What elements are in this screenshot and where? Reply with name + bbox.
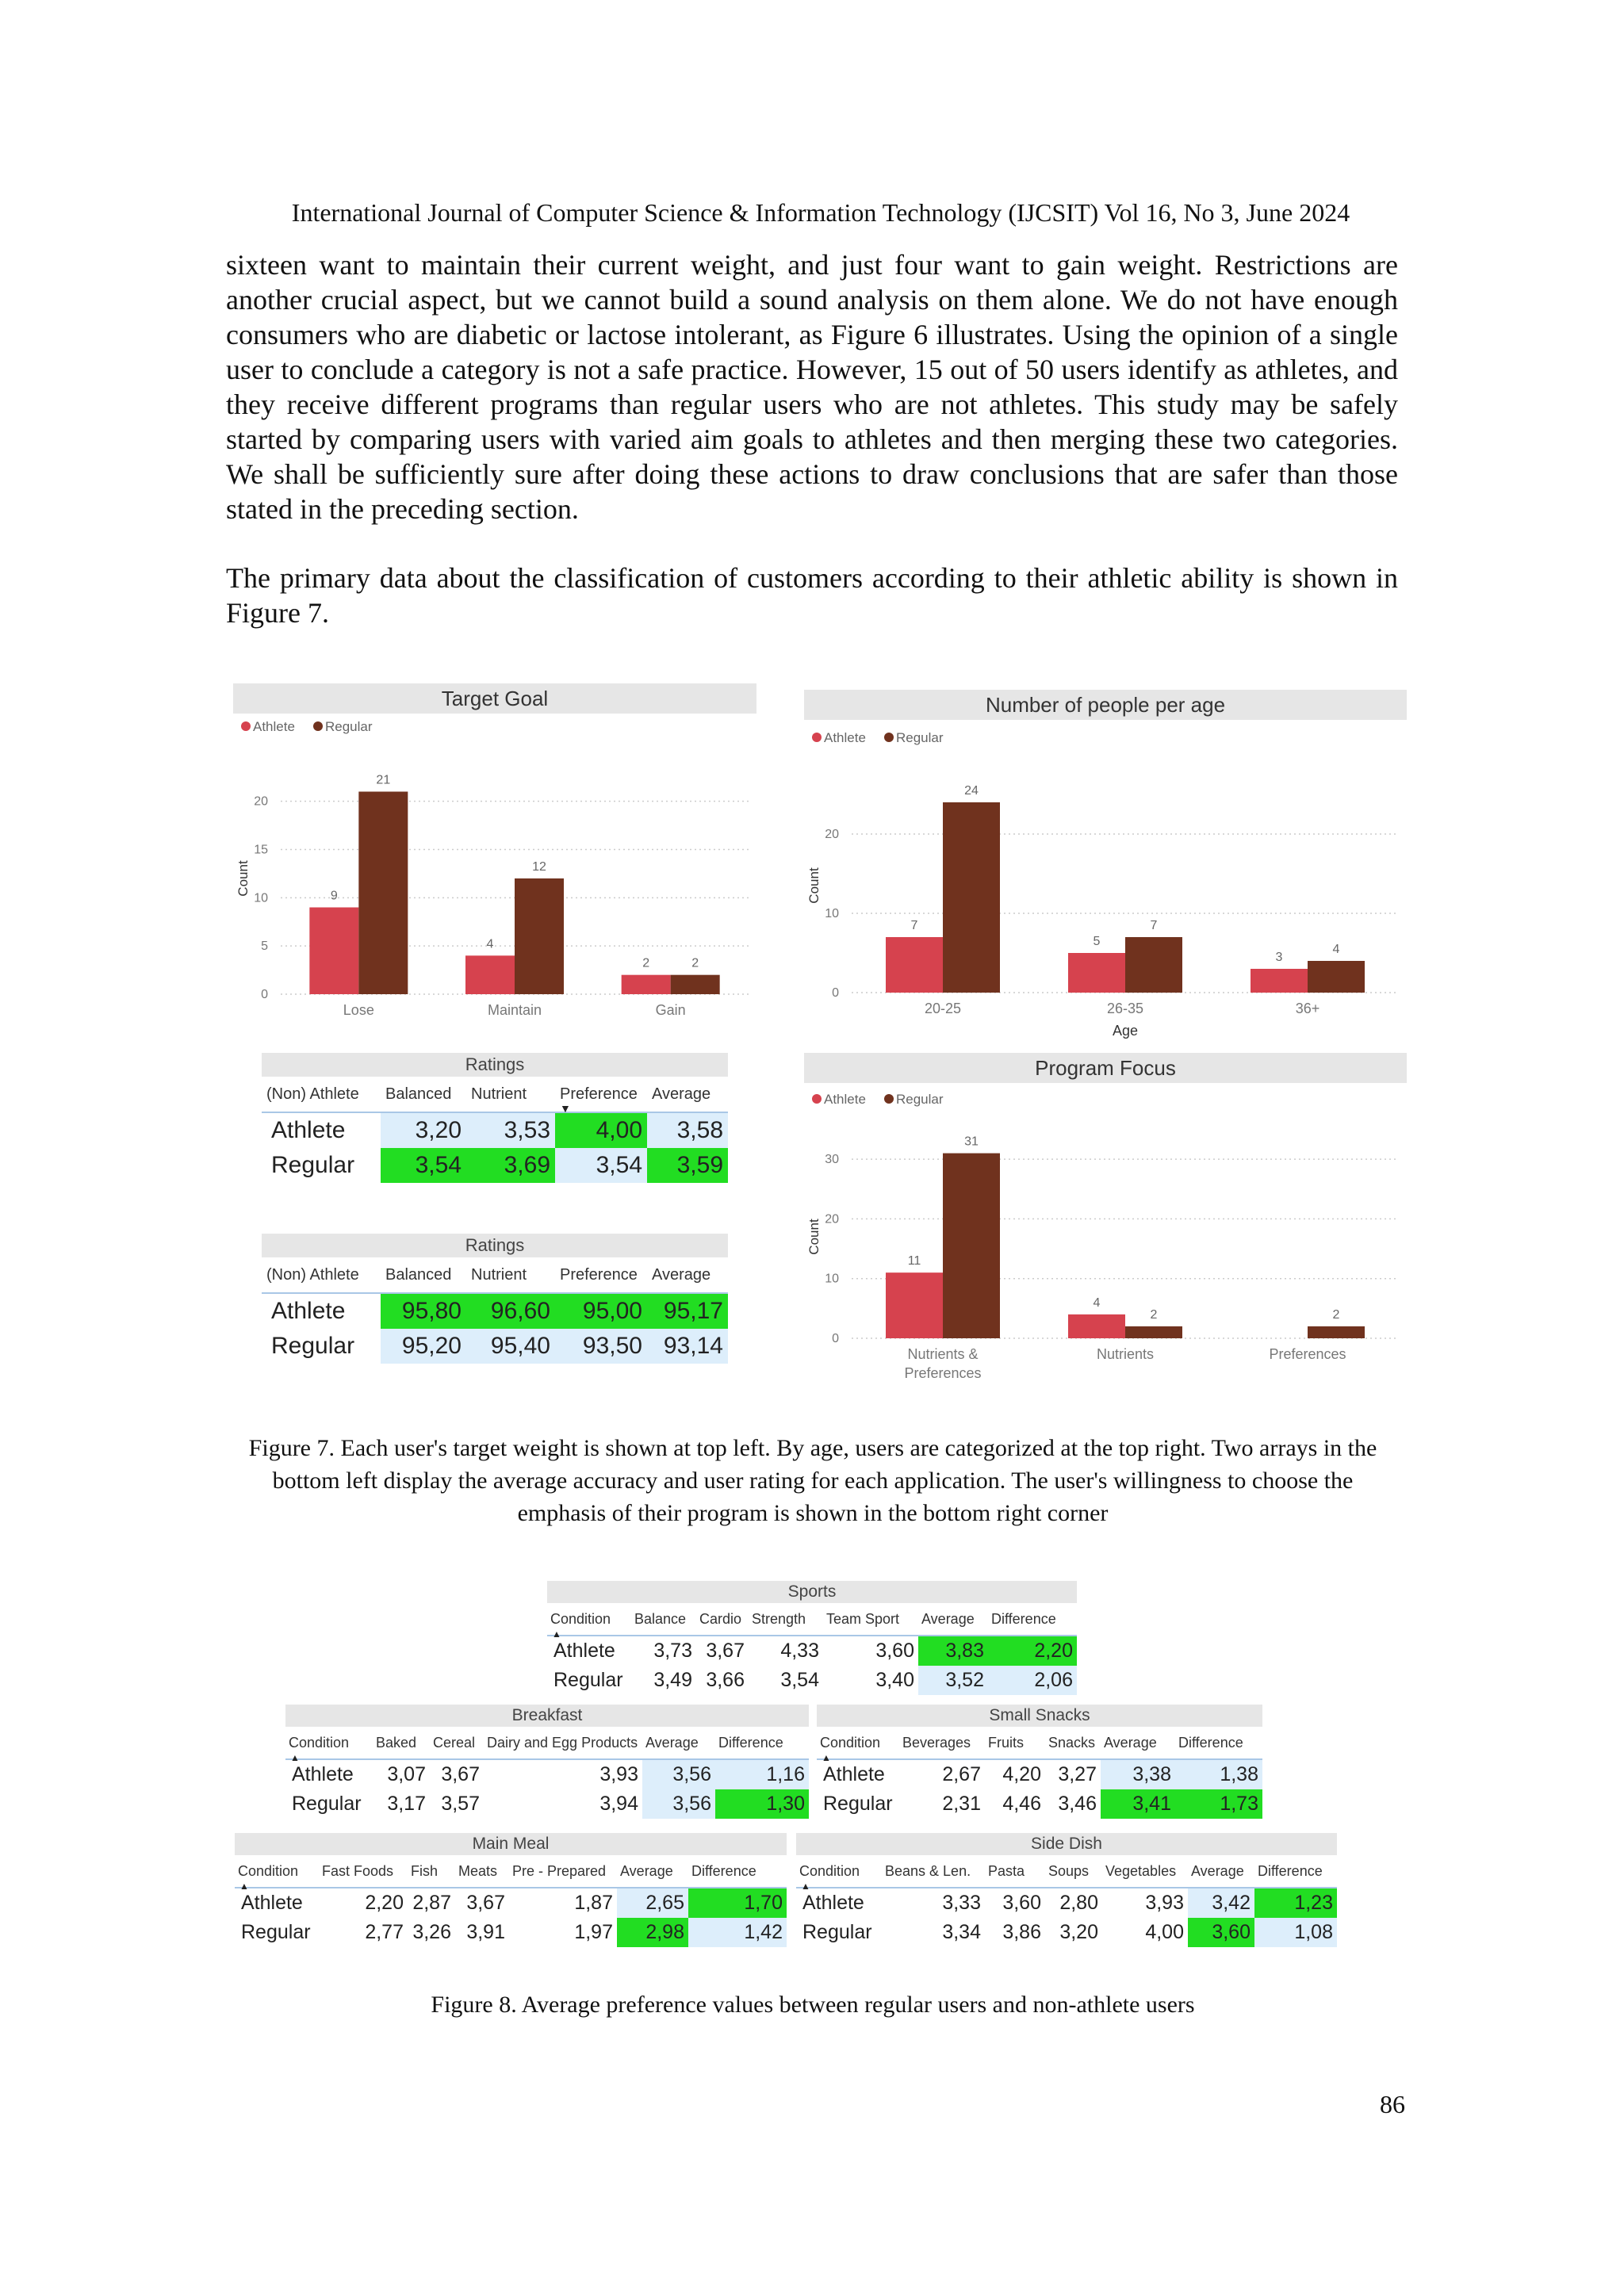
table-cell: 3,58 <box>647 1112 728 1148</box>
data-label: 7 <box>910 919 918 932</box>
table-cell: 93,14 <box>647 1329 728 1364</box>
column-header[interactable]: Condition ▲ <box>799 1862 860 1892</box>
legend-label-athlete: Athlete <box>824 1092 866 1107</box>
x-tick-label: Preferences <box>904 1365 982 1381</box>
column-header[interactable]: Difference <box>1258 1862 1323 1879</box>
row-label: Regular <box>823 1793 893 1815</box>
row-label: Regular <box>292 1793 362 1815</box>
table-cell: 3,86 <box>1002 1921 1041 1943</box>
table-cell: 2,20 <box>988 1636 1077 1666</box>
table-cell: 1,23 <box>1254 1888 1337 1918</box>
table-row <box>262 1293 728 1329</box>
data-label: 7 <box>1150 919 1158 932</box>
table-cell: 2,65 <box>617 1888 688 1918</box>
column-header[interactable]: Average <box>652 1265 711 1284</box>
legend-marker-regular <box>884 1094 894 1104</box>
table-cell: 1,30 <box>715 1789 809 1819</box>
table-cell: 3,66 <box>706 1669 745 1691</box>
row-label: Athlete <box>547 1636 631 1666</box>
table-title: Side Dish <box>796 1833 1337 1855</box>
column-header[interactable]: Difference <box>991 1610 1056 1627</box>
column-header[interactable]: Preference ▼ <box>560 1085 638 1115</box>
table-cell: 1,16 <box>715 1759 809 1789</box>
table-cell: 3,54 <box>381 1148 466 1183</box>
table-row <box>817 1789 1262 1819</box>
x-tick-label: Preferences <box>1269 1346 1346 1362</box>
table-row <box>285 1789 809 1819</box>
row-label: Regular <box>553 1669 623 1691</box>
bar-athlete-0 <box>309 908 358 995</box>
table-cell: 3,54 <box>780 1669 819 1691</box>
table-cell: 3,60 <box>823 1636 918 1666</box>
table-cell: 3,93 <box>484 1759 642 1789</box>
bar-regular-2 <box>1308 961 1365 993</box>
data-label: 2 <box>1332 1307 1340 1322</box>
x-axis-label: Age <box>1112 1023 1139 1039</box>
column-header[interactable]: Average <box>1104 1734 1157 1751</box>
row-label: Athlete <box>235 1888 319 1918</box>
bar-regular-0 <box>943 802 1000 993</box>
table-cell: 3,57 <box>441 1793 480 1815</box>
column-header[interactable]: Pre - Prepared <box>512 1862 607 1879</box>
sort-ascending-icon[interactable]: ▲ <box>552 1628 561 1640</box>
legend-marker-athlete <box>812 733 822 742</box>
column-header[interactable]: Strength <box>752 1610 806 1627</box>
y-tick-label: 15 <box>254 843 268 857</box>
table-cell: 3,52 <box>918 1666 988 1695</box>
data-label: 4 <box>1093 1295 1101 1310</box>
table-cell: 1,38 <box>1175 1759 1262 1789</box>
table-cell: 3,54 <box>555 1148 647 1183</box>
table-cell: 3,27 <box>1045 1759 1101 1789</box>
bar-athlete-1 <box>1068 953 1125 993</box>
chart-program-focus <box>804 1053 1407 1394</box>
sort-ascending-icon[interactable]: ▲ <box>290 1752 300 1763</box>
y-tick-label: 10 <box>825 1272 839 1286</box>
x-tick-label: 20-25 <box>924 1001 962 1016</box>
chart-target-goal <box>233 683 756 1024</box>
y-tick-label: 20 <box>825 1212 839 1226</box>
table-cell: 3,26 <box>412 1921 451 1943</box>
data-table <box>235 1855 787 1947</box>
column-header[interactable]: Average <box>921 1610 975 1627</box>
x-tick-label: Nutrients <box>1096 1346 1155 1362</box>
data-table <box>262 1077 728 1183</box>
data-label: 12 <box>532 860 546 874</box>
table-row <box>796 1888 1337 1918</box>
x-tick-label: Nutrients & <box>907 1346 979 1362</box>
table-cell: 3,53 <box>466 1112 555 1148</box>
table-cell: 3,07 <box>373 1759 430 1789</box>
sort-ascending-icon[interactable]: ▲ <box>239 1881 249 1892</box>
data-label: 4 <box>1332 943 1340 956</box>
column-header[interactable]: Difference <box>718 1734 783 1751</box>
y-tick-label: 10 <box>254 891 268 905</box>
table-title: Ratings <box>262 1234 728 1257</box>
table-cell: 3,93 <box>1102 1888 1188 1918</box>
table-cell: 3,67 <box>430 1759 484 1789</box>
data-label: 2 <box>1150 1307 1158 1322</box>
table-cell: 2,20 <box>319 1888 408 1918</box>
column-header[interactable]: Team Sport <box>826 1610 900 1627</box>
legend-marker-regular <box>884 733 894 742</box>
bar-athlete-0 <box>886 1272 943 1338</box>
table-row <box>262 1112 728 1148</box>
table-row <box>547 1636 1077 1666</box>
data-label: 2 <box>642 956 650 970</box>
figure8-caption: Figure 8. Average preference values between regular users and non-athlete users <box>431 1992 1195 2018</box>
table-cell: 95,80 <box>381 1293 466 1329</box>
data-label: 11 <box>907 1254 921 1269</box>
data-label: 3 <box>1275 951 1283 964</box>
ratings-table-2 <box>262 1234 728 1364</box>
y-axis-label: Count <box>806 1219 822 1255</box>
column-header[interactable]: (Non) Athlete <box>266 1265 359 1284</box>
legend-marker-athlete <box>812 1094 822 1104</box>
y-axis-label: Count <box>806 867 822 904</box>
data-table <box>262 1257 728 1364</box>
bar-regular-2 <box>1308 1326 1365 1338</box>
column-header[interactable]: Balanced <box>385 1085 452 1103</box>
sort-ascending-icon[interactable]: ▲ <box>801 1881 810 1892</box>
row-label: Regular <box>271 1333 355 1359</box>
column-header[interactable]: Nutrient <box>471 1085 527 1103</box>
table-title: Small Snacks <box>817 1705 1262 1727</box>
column-header[interactable]: Average <box>645 1734 699 1751</box>
column-header[interactable]: Condition ▲ <box>550 1610 611 1640</box>
column-header[interactable]: Condition ▲ <box>238 1862 299 1892</box>
table-cell: 4,46 <box>1002 1793 1041 1815</box>
bar-athlete-1 <box>1068 1314 1125 1338</box>
table-cell: 2,06 <box>988 1666 1077 1695</box>
table-row <box>285 1759 809 1789</box>
column-header[interactable]: Difference <box>1178 1734 1243 1751</box>
table-cell: 3,38 <box>1101 1759 1175 1789</box>
table-cell: 1,87 <box>509 1888 617 1918</box>
table-cell: 3,60 <box>985 1888 1045 1918</box>
chart-title: Target Goal <box>441 687 549 710</box>
table-cell: 93,50 <box>555 1329 647 1364</box>
table-cell: 2,87 <box>408 1888 455 1918</box>
table-cell: 3,42 <box>1188 1888 1254 1918</box>
table-cell: 3,56 <box>642 1789 715 1819</box>
chart-title: Program Focus <box>1035 1056 1176 1080</box>
column-header[interactable]: Beans & Len. <box>885 1862 971 1879</box>
y-tick-label: 20 <box>254 794 268 809</box>
table-cell: 3,59 <box>647 1148 728 1183</box>
column-header[interactable]: Cereal <box>433 1734 476 1751</box>
column-header[interactable]: Baked <box>376 1734 417 1751</box>
table-row <box>817 1759 1262 1789</box>
table-cell: 3,94 <box>599 1793 638 1815</box>
table-cell: 2,77 <box>365 1921 404 1943</box>
y-tick-label: 30 <box>825 1153 839 1167</box>
y-tick-label: 0 <box>832 986 839 1000</box>
table-cell: 3,69 <box>466 1148 555 1183</box>
y-axis-label: Count <box>236 860 251 897</box>
table-cell: 4,33 <box>749 1636 823 1666</box>
table-cell: 3,46 <box>1058 1793 1097 1815</box>
column-header[interactable]: Vegetables <box>1105 1862 1177 1879</box>
table-row <box>796 1918 1337 1947</box>
column-header[interactable]: Balanced <box>385 1265 452 1284</box>
small-snacks-table <box>817 1705 1262 1819</box>
column-header[interactable]: Average <box>620 1862 673 1879</box>
bar-regular-1 <box>1125 937 1182 993</box>
y-tick-label: 20 <box>825 828 839 841</box>
table-cell: 2,80 <box>1045 1888 1102 1918</box>
column-header[interactable]: Average <box>652 1085 711 1103</box>
column-header[interactable]: Cardio <box>699 1610 742 1627</box>
bar-regular-2 <box>671 975 720 994</box>
data-label: 9 <box>330 889 338 903</box>
y-tick-label: 10 <box>825 907 839 920</box>
data-label: 24 <box>964 784 979 798</box>
sports-table <box>547 1581 1077 1695</box>
body-paragraph-1: sixteen want to maintain their current weight, and just four want to gain weight. Restrictions are another crucial aspect, but we cannot build a sound analysis on them alone. We do not have enough consumers who are diabetic or lactose intolerant, as Figure 6 illustrates. Using the opinion of a single user to conclude a category is not a safe practice. However, 15 out of 50 users identify as athletes, and they receive different programs than regular users who are not athletes. This study may be safely started by comparing users with varied aim goals to athletes and then merging these two categories. We shall be sufficiently sure after doing these actions to draw conclusions that are safer than those stated in the preceding section. <box>226 249 1398 525</box>
legend-label-regular: Regular <box>325 719 373 734</box>
data-label: 5 <box>1093 935 1101 948</box>
legend-marker-regular <box>313 721 323 731</box>
table-title: Breakfast <box>285 1705 809 1727</box>
table-cell: 3,20 <box>1059 1921 1098 1943</box>
table-row <box>262 1329 728 1364</box>
table-row <box>547 1666 1077 1695</box>
column-header[interactable]: Dairy and Egg Products <box>487 1734 638 1751</box>
row-label: Regular <box>241 1921 311 1943</box>
data-table <box>285 1727 809 1819</box>
bar-athlete-1 <box>465 955 515 994</box>
column-header[interactable]: Beverages <box>902 1734 971 1751</box>
breakfast-table <box>285 1705 809 1819</box>
table-cell: 3,67 <box>696 1636 749 1666</box>
row-label: Athlete <box>285 1759 373 1789</box>
table-cell: 1,73 <box>1175 1789 1262 1819</box>
table-cell: 3,91 <box>466 1921 505 1943</box>
data-label: 31 <box>964 1135 979 1149</box>
legend-label-regular: Regular <box>896 1092 944 1107</box>
column-header[interactable]: Fast Foods <box>322 1862 394 1879</box>
table-cell: 1,08 <box>1254 1918 1337 1947</box>
table-cell: 3,20 <box>381 1112 466 1148</box>
sort-descending-icon[interactable]: ▼ <box>560 1102 571 1115</box>
column-header[interactable]: Balance <box>634 1610 687 1627</box>
data-label: 4 <box>486 937 494 951</box>
column-header[interactable]: Nutrient <box>471 1265 527 1284</box>
x-tick-label: Lose <box>343 1002 374 1018</box>
journal-header: International Journal of Computer Science & Information Technology (IJCSIT) Vol 16, No 3, June 2024 <box>291 198 1350 227</box>
table-cell: 3,49 <box>653 1669 692 1691</box>
main-meal-table <box>235 1833 787 1947</box>
table-cell: 1,42 <box>688 1918 787 1947</box>
x-tick-label: 36+ <box>1295 1001 1320 1016</box>
bar-athlete-0 <box>886 937 943 993</box>
table-cell: 1,97 <box>574 1921 613 1943</box>
row-label: Athlete <box>817 1759 899 1789</box>
table-cell: 4,00 <box>1145 1921 1184 1943</box>
column-header[interactable]: Pasta <box>988 1862 1025 1879</box>
bar-athlete-2 <box>622 975 671 994</box>
chart-title: Number of people per age <box>985 693 1226 717</box>
sort-ascending-icon[interactable]: ▲ <box>822 1752 831 1763</box>
row-label: Athlete <box>796 1888 882 1918</box>
table-row <box>262 1148 728 1183</box>
figure7-caption: Figure 7. Each user's target weight is shown at top left. By age, users are categorized at the top right. Two arrays in the bottom left display the average accuracy and user rating for each application. The user's willingness to choose the emphasis of their program is shown in the bottom right corner <box>248 1435 1377 1526</box>
legend-label-athlete: Athlete <box>824 730 866 745</box>
row-label: Athlete <box>262 1112 381 1148</box>
table-cell: 3,73 <box>631 1636 696 1666</box>
table-cell: 3,41 <box>1101 1789 1175 1819</box>
x-tick-label: Maintain <box>487 1002 542 1018</box>
table-cell: 3,56 <box>642 1759 715 1789</box>
table-cell: 95,17 <box>647 1293 728 1329</box>
y-tick-label: 0 <box>832 1332 839 1345</box>
table-row <box>235 1888 787 1918</box>
data-table <box>547 1603 1077 1695</box>
bar-athlete-2 <box>1251 969 1308 993</box>
column-header[interactable]: Preference <box>560 1265 638 1284</box>
ratings-table-1 <box>262 1053 728 1183</box>
column-header[interactable]: Fruits <box>988 1734 1024 1751</box>
table-cell: 96,60 <box>466 1293 555 1329</box>
column-header[interactable]: Condition ▲ <box>289 1734 350 1763</box>
table-cell: 1,70 <box>688 1888 787 1918</box>
x-tick-label: Gain <box>655 1002 686 1018</box>
column-header[interactable]: Soups <box>1048 1862 1090 1879</box>
data-label: 2 <box>691 956 699 970</box>
column-header[interactable]: Difference <box>691 1862 756 1879</box>
row-label: Regular <box>802 1921 872 1943</box>
bar-regular-0 <box>943 1154 1000 1338</box>
table-title: Sports <box>547 1581 1077 1603</box>
table-row <box>235 1918 787 1947</box>
legend-label-regular: Regular <box>896 730 944 745</box>
body-paragraph-2: The primary data about the classification of customers according to their athletic ability is shown in Figure 7. <box>226 562 1398 629</box>
table-title: Ratings <box>262 1053 728 1077</box>
page-number: 86 <box>1380 2090 1405 2118</box>
table-cell: 3,67 <box>455 1888 509 1918</box>
side-dish-table <box>796 1833 1337 1947</box>
y-tick-label: 0 <box>261 988 268 1001</box>
table-cell: 3,83 <box>918 1636 988 1666</box>
legend-label-athlete: Athlete <box>253 719 295 734</box>
bar-regular-1 <box>1125 1326 1182 1338</box>
table-cell: 3,17 <box>387 1793 426 1815</box>
table-cell: 3,33 <box>882 1888 985 1918</box>
chart-people-per-age <box>804 690 1407 1039</box>
data-table <box>796 1855 1337 1947</box>
table-title: Main Meal <box>235 1833 787 1855</box>
y-tick-label: 5 <box>261 939 268 954</box>
data-table <box>817 1727 1262 1819</box>
column-header[interactable]: (Non) Athlete <box>266 1085 359 1103</box>
table-cell: 95,00 <box>555 1293 647 1329</box>
table-cell: 3,34 <box>942 1921 981 1943</box>
column-header[interactable]: Fish <box>411 1862 439 1879</box>
x-tick-label: 26-35 <box>1106 1001 1144 1016</box>
table-cell: 95,20 <box>381 1329 466 1364</box>
column-header[interactable]: Meats <box>458 1862 498 1879</box>
bar-regular-0 <box>358 792 408 995</box>
table-cell: 3,60 <box>1188 1918 1254 1947</box>
table-cell: 3,40 <box>875 1669 914 1691</box>
row-label: Regular <box>271 1152 355 1178</box>
column-header[interactable]: Average <box>1191 1862 1244 1879</box>
bar-regular-1 <box>515 878 564 994</box>
legend-marker-athlete <box>241 721 251 731</box>
row-label: Athlete <box>262 1293 381 1329</box>
table-cell: 4,20 <box>985 1759 1045 1789</box>
table-cell: 2,98 <box>617 1918 688 1947</box>
table-cell: 2,31 <box>942 1793 981 1815</box>
table-cell: 4,00 <box>555 1112 647 1148</box>
column-header[interactable]: Condition ▲ <box>820 1734 881 1763</box>
table-cell: 95,40 <box>466 1329 555 1364</box>
table-cell: 2,67 <box>899 1759 985 1789</box>
column-header[interactable]: Snacks <box>1048 1734 1096 1751</box>
data-label: 21 <box>376 773 391 787</box>
